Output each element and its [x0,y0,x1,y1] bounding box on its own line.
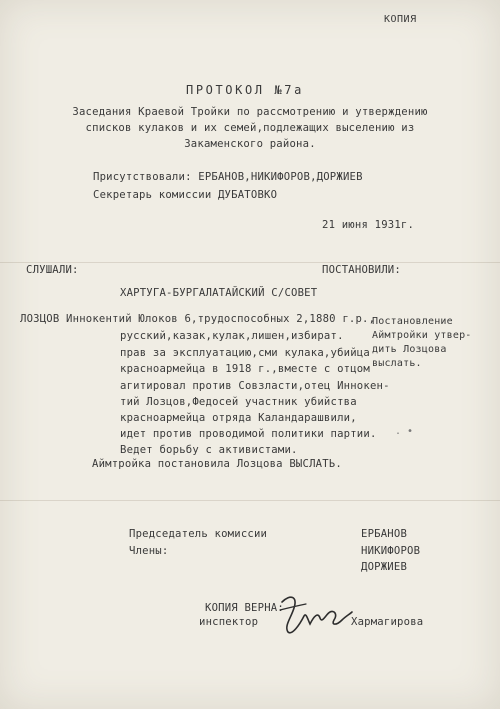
inspector-name: Хармагирова [351,616,424,628]
resolved-label: ПОСТАНОВИЛИ: [322,264,401,276]
members-label: Члены: [129,545,169,557]
chairman-label: Председатель комиссии [129,528,268,540]
protocol-date: 21 июня 1931г. [322,219,415,231]
case-line-2: русский,казак,кулак,лишен,избират. [120,330,344,342]
present-line: Присутствовали: ЕРБАНОВ,НИКИФОРОВ,ДОРЖИЕВ [93,171,363,183]
protocol-title: ПРОТОКОЛ №7а [186,83,304,97]
conclusion-line: Аймтройка постановила Лозцова ВЫСЛАТЬ. [92,458,342,470]
secretary-line: Секретарь комиссии ДУБАТОВКО [93,189,278,201]
subtitle-line-1: Заседания Краевой Тройки по рассмотрению и утверждению [72,106,428,118]
resolution-line-4: выслать. [372,358,422,369]
heard-label: СЛУШАЛИ: [26,264,79,276]
chairman-name: ЕРБАНОВ [361,528,408,540]
case-line-1: ЛОЗЦОВ Иннокентий Юлоков 6,трудоспособных 2,1880 г.р., [20,313,376,325]
case-line-5: агитировал против Совзласти,отец Иннокен- [120,380,390,392]
member-name-2: ДОРЖИЕВ [361,561,408,573]
resolution-line-1: Постановление [372,316,453,327]
inspector-label: инспектор [199,616,259,628]
inspector-signature [276,590,356,640]
resolution-line-3: дить Лозцова [372,344,447,355]
case-line-7: красноармейца отряда Каландарашвили, [120,412,357,424]
fold-line [0,262,500,263]
case-line-9: Ведет борьбу с активистами. [120,444,298,456]
member-name-1: НИКИФОРОВ [361,545,421,557]
copy-mark: КОПИЯ [384,14,417,25]
council-heading: ХАРТУГА-БУРГАЛАТАЙСКИЙ С/СОВЕТ [120,287,318,299]
resolution-line-2: Аймтройки утвер- [372,330,472,341]
case-line-8: идет против проводимой политики партии. [120,428,377,440]
copy-true-label: КОПИЯ ВЕРНА: [205,602,284,614]
case-line-6: тий Лозцов,Федосей участник убийства [120,396,357,408]
fold-line [0,500,500,501]
case-line-3: прав за эксплуатацию,сми кулака,убийца [120,347,370,359]
subtitle-line-2: списков кулаков и их семей,подлежащих выселению из [85,122,415,134]
subtitle-line-3: Закаменского района. [184,138,316,150]
ink-dots: . • [395,426,414,437]
case-line-4: красноармейца в 1918 г.,вместе с отцом [120,363,370,375]
